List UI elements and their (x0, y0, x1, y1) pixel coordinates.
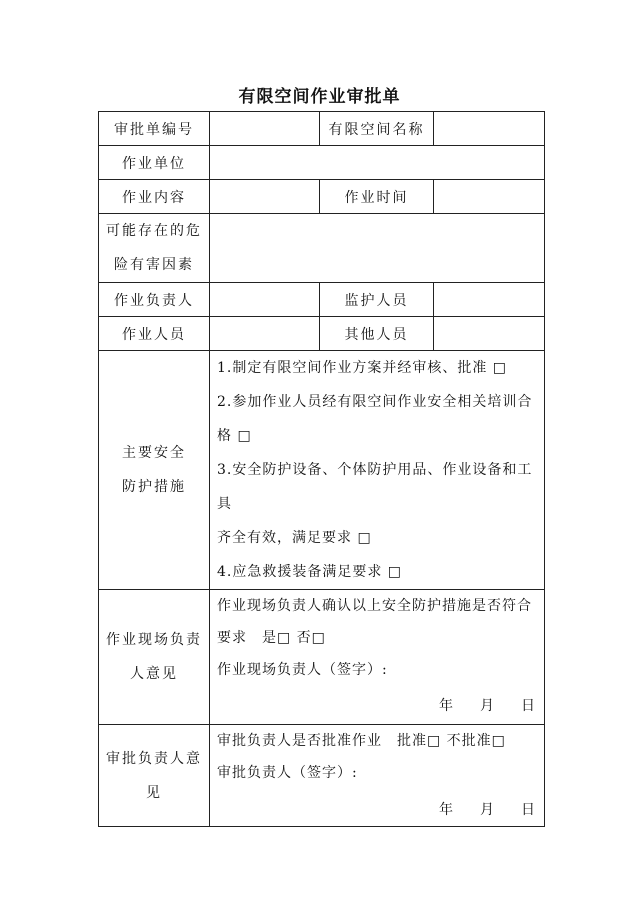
work-leader-field[interactable] (210, 283, 320, 317)
site-opinion-date[interactable] (439, 690, 536, 722)
date-month: 月 (480, 698, 495, 714)
date-day: 日 (521, 802, 536, 818)
site-opinion-field[interactable] (210, 590, 545, 725)
approval-opinion-text[interactable]: 审批负责人是否批准作业 批准□ 不批准□ (217, 733, 506, 749)
label-safety-measures (99, 351, 210, 590)
work-time-field[interactable] (434, 180, 545, 214)
measure-item-2-cont[interactable]: 格 □ (217, 428, 252, 444)
row-workers (99, 317, 545, 351)
label-work-time: 作业时间 (320, 180, 434, 214)
label-approval-line1: 审批负责人意 (106, 750, 202, 767)
site-opinion-signature[interactable]: 作业现场负责人（签字）: (217, 662, 388, 678)
date-month: 月 (480, 802, 495, 818)
row-safety-measures (99, 351, 545, 590)
site-opinion-text-1: 作业现场负责人确认以上安全防护措施是否符合 (217, 598, 532, 614)
label-work-unit: 作业单位 (99, 146, 210, 180)
measure-item-2[interactable]: 2.参加作业人员经有限空间作业安全相关培训合 (217, 394, 533, 410)
approval-opinion-field[interactable] (210, 725, 545, 827)
label-approval-line2: 见 (146, 784, 162, 801)
measure-item-1[interactable]: 1.制定有限空间作业方案并经审核、批准 □ (217, 360, 508, 376)
row-site-opinion (99, 590, 545, 725)
label-site-opinion (99, 590, 210, 725)
form-number-field[interactable] (210, 112, 320, 146)
label-work-content: 作业内容 (99, 180, 210, 214)
site-opinion-text-2[interactable]: 要求 是□ 否□ (217, 630, 326, 646)
label-hazards (99, 214, 210, 283)
space-name-field[interactable] (434, 112, 545, 146)
hazards-field[interactable] (210, 214, 545, 283)
row-form-number (99, 112, 545, 146)
approval-form-table (98, 111, 545, 827)
label-hazards-line1: 可能存在的危 (106, 223, 202, 239)
guardian-field[interactable] (434, 283, 545, 317)
label-space-name: 有限空间名称 (320, 112, 434, 146)
date-day: 日 (521, 698, 536, 714)
row-work-content (99, 180, 545, 214)
workers-field[interactable] (210, 317, 320, 351)
label-workers: 作业人员 (99, 317, 210, 351)
date-year: 年 (439, 698, 454, 714)
label-approval-opinion (99, 725, 210, 827)
measure-item-3-cont[interactable]: 齐全有效，满足要求 □ (217, 530, 372, 546)
safety-measures-list (210, 351, 545, 590)
row-approval-opinion (99, 725, 545, 827)
date-year: 年 (439, 802, 454, 818)
label-others: 其他人员 (320, 317, 434, 351)
measure-item-3[interactable]: 3.安全防护设备、个体防护用品、作业设备和工具 (217, 462, 533, 512)
label-guardian: 监护人员 (320, 283, 434, 317)
others-field[interactable] (434, 317, 545, 351)
label-site-opinion-line1: 作业现场负责 (106, 632, 202, 648)
approval-opinion-date[interactable] (439, 794, 536, 826)
label-hazards-line2: 险有害因素 (114, 257, 194, 273)
row-work-unit (99, 146, 545, 180)
label-work-leader: 作业负责人 (99, 283, 210, 317)
approval-opinion-signature[interactable]: 审批负责人（签字）: (217, 765, 358, 781)
row-work-leader (99, 283, 545, 317)
label-site-opinion-line2: 人意见 (130, 666, 178, 682)
label-form-number: 审批单编号 (99, 112, 210, 146)
form-title: 有限空间作业审批单 (238, 87, 401, 107)
work-unit-field[interactable] (210, 146, 545, 180)
label-safety-line2: 防护措施 (122, 479, 186, 495)
label-safety-line1: 主要安全 (122, 445, 186, 461)
row-hazards (99, 214, 545, 283)
work-content-field[interactable] (210, 180, 320, 214)
measure-item-4[interactable]: 4.应急救援装备满足要求 □ (217, 564, 403, 580)
